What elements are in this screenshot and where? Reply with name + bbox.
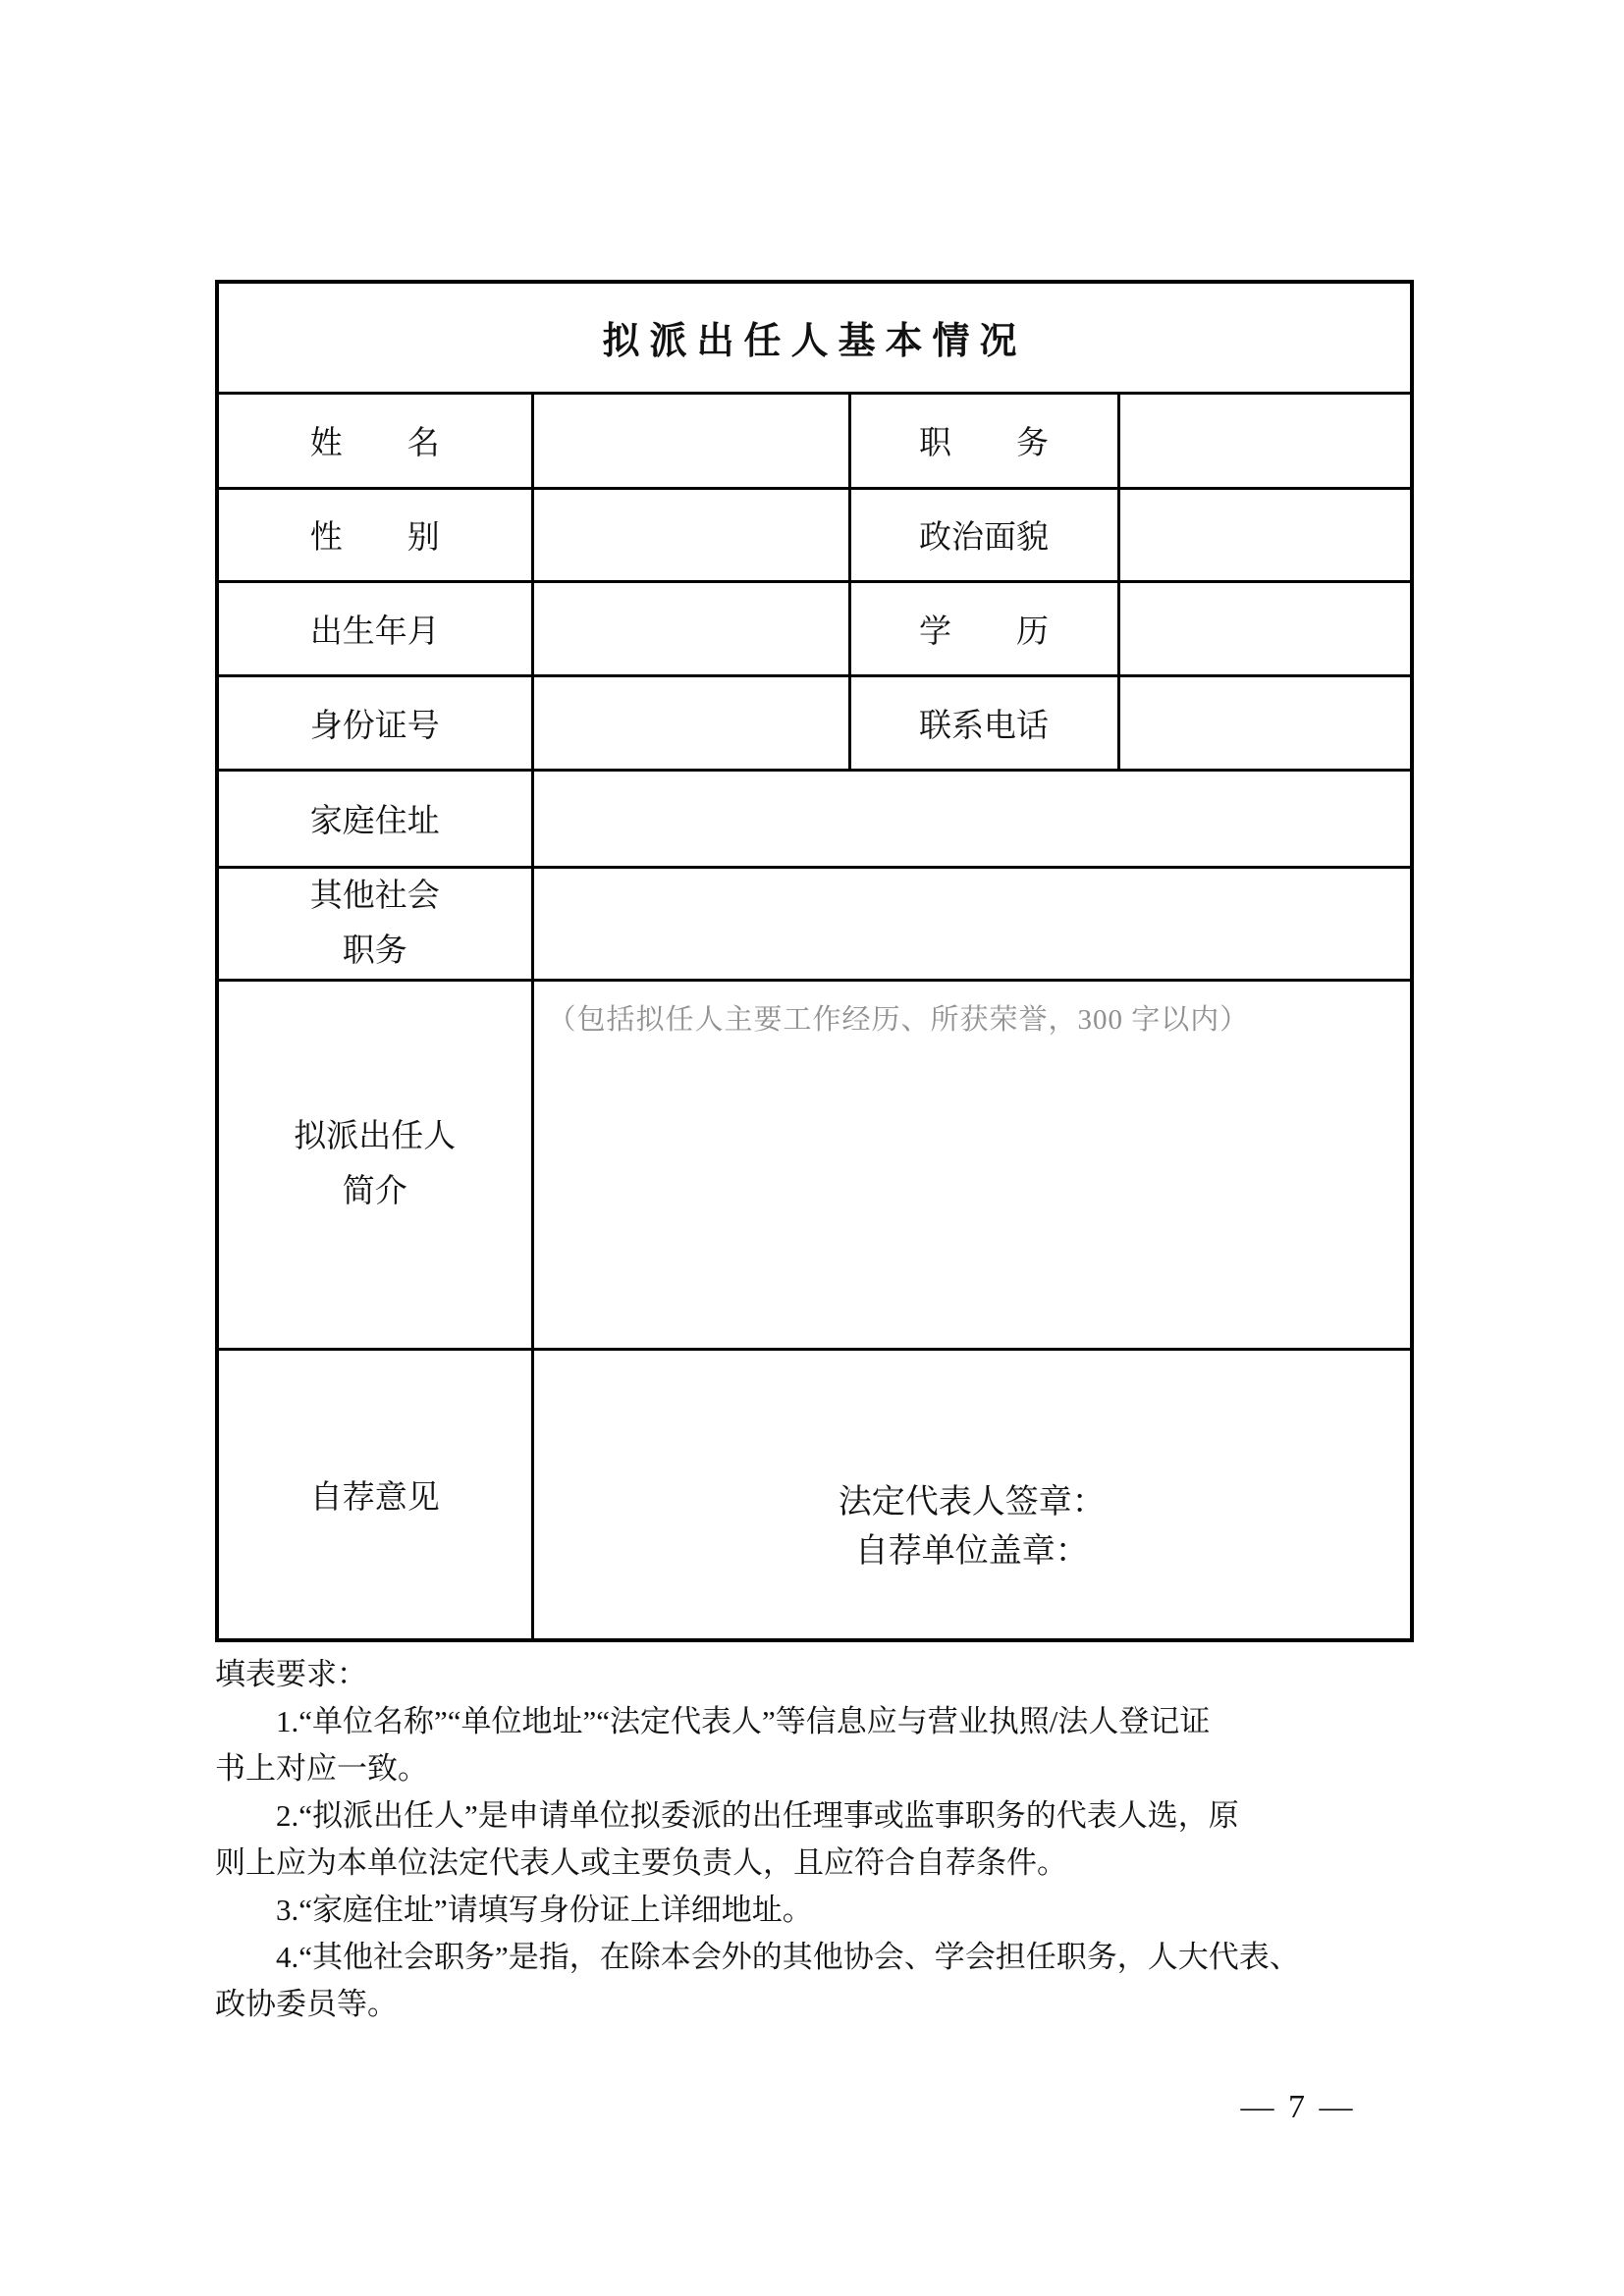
- home-address-label: 家庭住址: [217, 770, 532, 867]
- unit-seal-label: 自荐单位盖章：: [854, 1532, 1089, 1570]
- table-row: [217, 393, 1412, 488]
- note-line: 政协委员等。: [215, 1987, 398, 2021]
- filling-requirements: [215, 1651, 1410, 2028]
- position-value-cell: [1118, 393, 1412, 488]
- other-posts-label: [217, 867, 532, 980]
- signature-seal-block: [534, 1351, 1411, 1576]
- note-line: 书上对应一致。: [215, 1751, 428, 1786]
- recommendation-label: 自荐意见: [217, 1349, 532, 1640]
- notes-heading: 填表要求：: [215, 1657, 367, 1691]
- education-value-cell: [1118, 581, 1412, 675]
- recommendation-value-cell: [532, 1349, 1412, 1640]
- profile-label-line2: 简介: [342, 1174, 407, 1209]
- phone-label: 联系电话: [849, 675, 1118, 770]
- other-posts-value-cell: [532, 867, 1412, 980]
- table-row: [217, 675, 1412, 770]
- table-row: [217, 770, 1412, 867]
- phone-value-cell: [1118, 675, 1412, 770]
- birth-date-value-cell: [532, 581, 849, 675]
- note-line: 4.“其他社会职务”是指，在除本会外的其他协会、学会担任职务，人大代表、: [276, 1940, 1300, 1974]
- table-row: [217, 867, 1412, 980]
- form-title: 拟派出任人基本情况: [217, 282, 1412, 393]
- note-line: 2.“拟派出任人”是申请单位拟委派的出任理事或监事职务的代表人选，原: [276, 1798, 1239, 1833]
- profile-placeholder-text: （包括拟任人主要工作经历、所获荣誉，300 字以内）: [547, 1003, 1250, 1036]
- gender-value-cell: [532, 488, 849, 581]
- table-row: [217, 282, 1412, 393]
- other-posts-label-line1: 其他社会: [309, 878, 440, 914]
- position-label: 职 务: [849, 393, 1118, 488]
- home-address-value-cell: [532, 770, 1412, 867]
- appointee-info-table: [215, 280, 1414, 1642]
- table-row: [217, 581, 1412, 675]
- note-line: 3.“家庭住址”请填写身份证上详细地址。: [276, 1893, 813, 1927]
- legal-rep-signature-label: 法定代表人签章：: [838, 1483, 1106, 1521]
- political-status-label: 政治面貌: [849, 488, 1118, 581]
- profile-value-cell: [532, 980, 1412, 1349]
- page-number: — 7 —: [1240, 2089, 1356, 2125]
- note-line: 则上应为本单位法定代表人或主要负责人，且应符合自荐条件。: [215, 1845, 1067, 1880]
- id-number-label: 身份证号: [217, 675, 532, 770]
- education-label: 学 历: [849, 581, 1118, 675]
- gender-label: 性 别: [217, 488, 532, 581]
- name-label: 姓 名: [217, 393, 532, 488]
- profile-label-line1: 拟派出任人: [294, 1119, 457, 1154]
- political-status-value-cell: [1118, 488, 1412, 581]
- note-line: 1.“单位名称”“单位地址”“法定代表人”等信息应与营业执照/法人登记证: [276, 1704, 1211, 1738]
- other-posts-label-line2: 职务: [342, 933, 407, 969]
- birth-date-label: 出生年月: [217, 581, 532, 675]
- profile-label: [217, 980, 532, 1349]
- table-row: [217, 488, 1412, 581]
- name-value-cell: [532, 393, 849, 488]
- table-row: [217, 1349, 1412, 1640]
- id-number-value-cell: [532, 675, 849, 770]
- table-row: [217, 980, 1412, 1349]
